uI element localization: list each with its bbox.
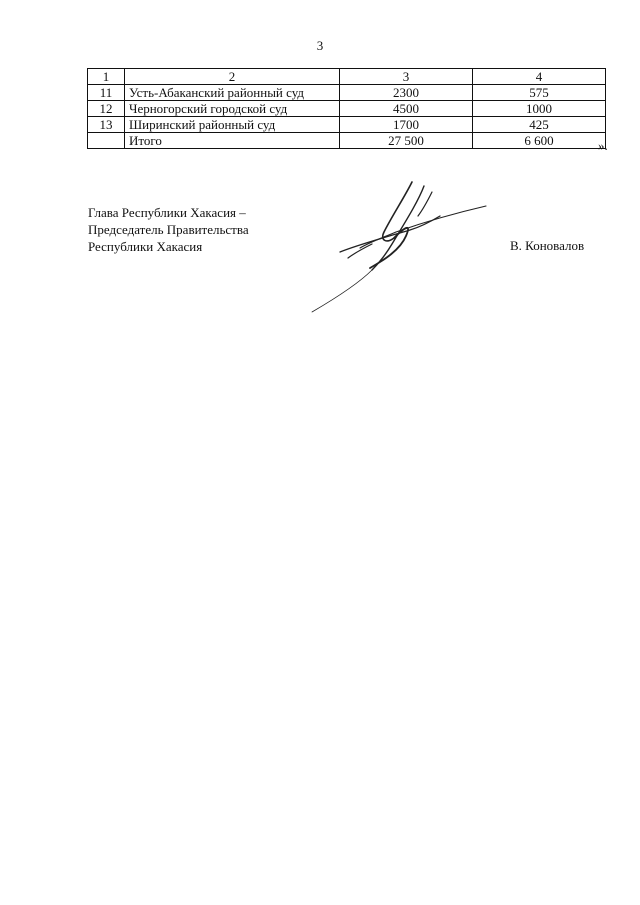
signatory-title-line-1: Глава Республики Хакасия – bbox=[88, 205, 246, 220]
row-number bbox=[88, 133, 125, 149]
total-col-3: 27 500 bbox=[340, 133, 473, 149]
court-name: Черногорский городской суд bbox=[125, 101, 340, 117]
signatory-name: В. Коновалов bbox=[510, 238, 585, 253]
page-number: 3 bbox=[316, 38, 324, 53]
header-col-4: 4 bbox=[473, 69, 606, 85]
col-4-value: 575 bbox=[473, 85, 606, 101]
header-col-2: 2 bbox=[125, 69, 340, 85]
row-number: 11 bbox=[88, 85, 125, 101]
signatory-title-line-2: Председатель Правительства bbox=[88, 222, 249, 237]
header-col-3: 3 bbox=[340, 69, 473, 85]
table-row bbox=[88, 117, 606, 133]
closing-quote: ». bbox=[598, 138, 608, 153]
col-4-value: 425 bbox=[473, 117, 606, 133]
table-total-row bbox=[88, 133, 606, 149]
court-budget-table bbox=[87, 68, 606, 149]
table-row bbox=[88, 85, 606, 101]
col-3-value: 1700 bbox=[340, 117, 473, 133]
table-header-row bbox=[88, 69, 606, 85]
signatory-title-line-3: Республики Хакасия bbox=[88, 239, 203, 254]
col-3-value: 2300 bbox=[340, 85, 473, 101]
col-3-value: 4500 bbox=[340, 101, 473, 117]
row-number: 12 bbox=[88, 101, 125, 117]
table-row bbox=[88, 101, 606, 117]
header-col-1: 1 bbox=[88, 69, 125, 85]
row-number: 13 bbox=[88, 117, 125, 133]
col-4-value: 1000 bbox=[473, 101, 606, 117]
court-name: Ширинский районный суд bbox=[125, 117, 340, 133]
total-label: Итого bbox=[125, 133, 340, 149]
signatory-title bbox=[88, 204, 249, 255]
court-name: Усть-Абаканский районный суд bbox=[125, 85, 340, 101]
total-col-4: 6 600 bbox=[473, 133, 606, 149]
handwritten-signature-icon bbox=[300, 172, 500, 327]
